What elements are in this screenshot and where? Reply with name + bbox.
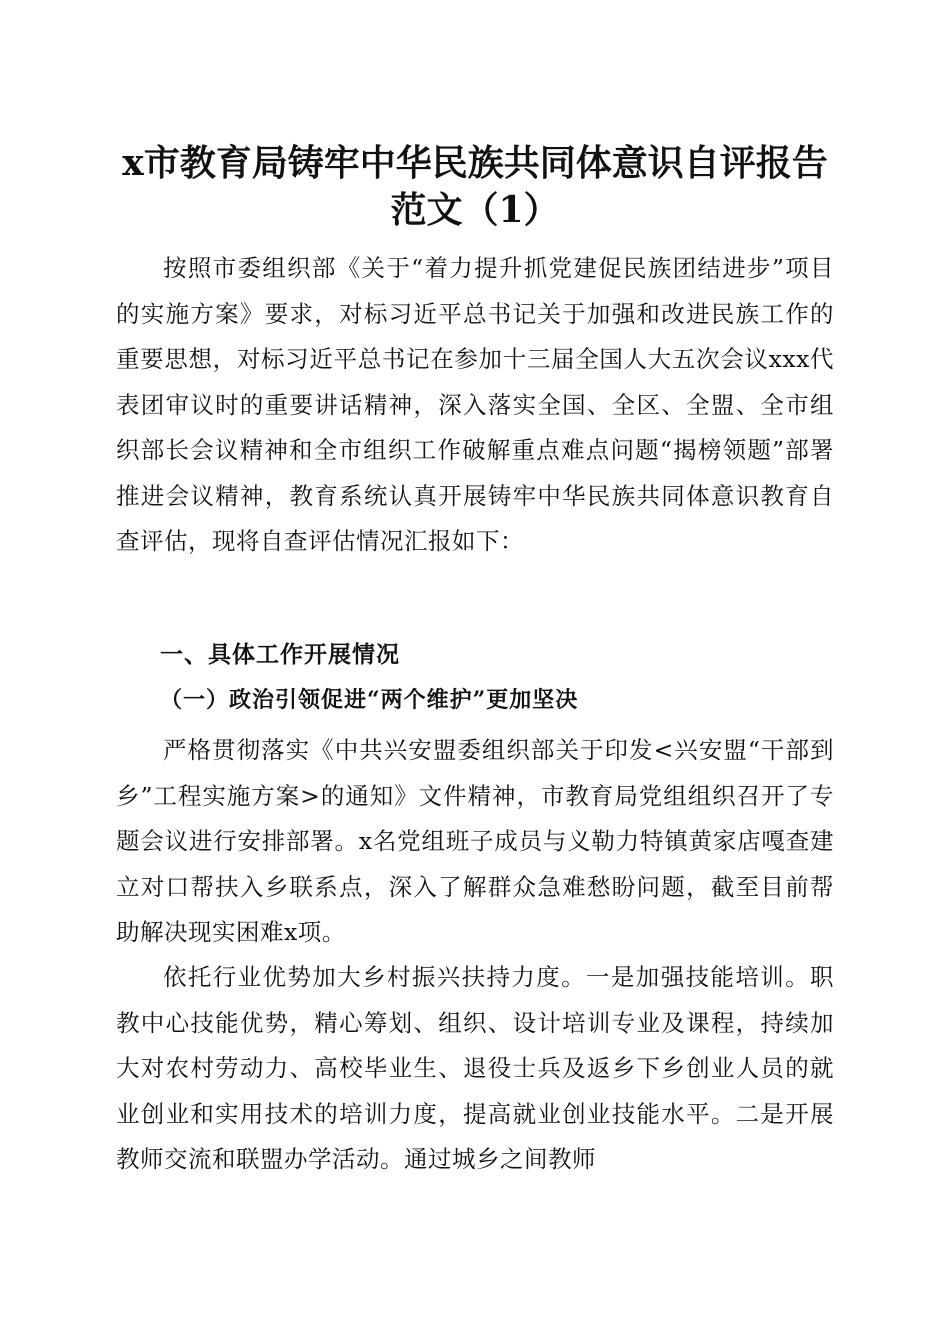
section-heading: 一、具体工作开展情况 [160, 642, 400, 668]
document-title-line-1: x市教育局铸牢中华民族共同体意识自评报告 [122, 142, 828, 184]
body-paragraph-2: 严格贯彻落实《中共兴安盟委组织部关于印发<兴安盟“干部到乡”工程实施方案>的通知》文件精神，市教育局党组组织召开了专题会议进行安排部署。x名党组班子成员与义勒力特镇黄家店嘎查建立对口帮扶入乡联系点，深入了解群众急难愁盼问题，截至目前帮助解决现实困难x项。 [116, 736, 834, 946]
body-paragraph-3: 依托行业优势加大乡村振兴扶持力度。一是加强技能培训。职教中心技能优势，精心筹划、组织、设计培训专业及课程，持续加大对农村劳动力、高校毕业生、退役士兵及返乡下乡创业人员的就业创业和实用技术的培训力度，提高就业创业技能水平。二是开展教师交流和联盟办学活动。通过城乡之间教师 [116, 963, 834, 1173]
subsection-heading: （一）政治引领促进“两个维护”更加坚决 [160, 687, 579, 713]
document-title-line-2: 范文（1） [390, 189, 560, 231]
intro-paragraph: 按照市委组织部《关于“着力提升抓党建促民族团结进步”项目的实施方案》要求，对标习近平总书记关于加强和改进民族工作的重要思想，对标习近平总书记在参加十三届全国人大五次会议xxx代表团审议时的重要讲话精神，深入落实全国、全区、全盟、全市组织部长会议精神和全市组织工作破解重点难点问题“揭榜领题”部署推进会议精神，教育系统认真开展铸牢中华民族共同体意识教育自查评估，现将自查评估情况汇报如下： [116, 254, 834, 555]
